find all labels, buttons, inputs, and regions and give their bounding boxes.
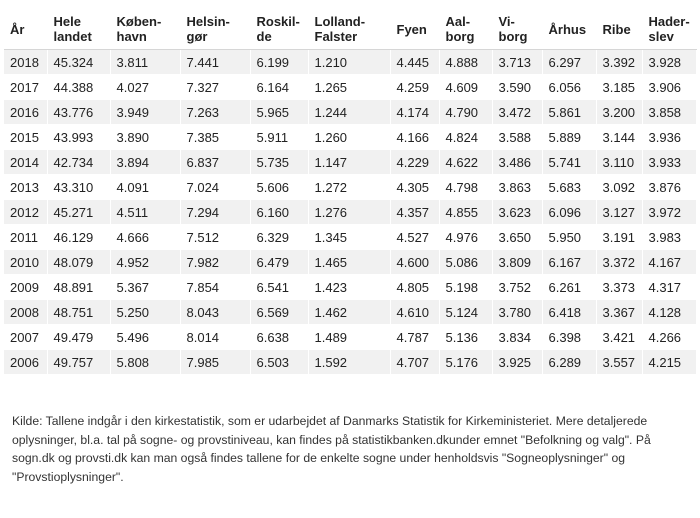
year-cell: 2008: [4, 300, 47, 325]
value-cell: 8.043: [180, 300, 250, 325]
value-cell: 3.858: [642, 100, 696, 125]
table-row: [4, 75, 696, 100]
column-header: Aal- borg: [439, 8, 492, 50]
year-cell: 2016: [4, 100, 47, 125]
value-cell: 4.266: [642, 325, 696, 350]
value-cell: 8.014: [180, 325, 250, 350]
year-cell: 2006: [4, 350, 47, 375]
value-cell: 6.503: [250, 350, 308, 375]
value-cell: 3.713: [492, 50, 542, 75]
value-cell: 3.928: [642, 50, 696, 75]
column-header: Ribe: [596, 8, 642, 50]
value-cell: 1.462: [308, 300, 390, 325]
value-cell: 5.741: [542, 150, 596, 175]
year-cell: 2009: [4, 275, 47, 300]
value-cell: 6.837: [180, 150, 250, 175]
value-cell: 6.160: [250, 200, 308, 225]
value-cell: 4.128: [642, 300, 696, 325]
year-cell: 2013: [4, 175, 47, 200]
table-row: [4, 250, 696, 275]
value-cell: 1.592: [308, 350, 390, 375]
year-cell: 2011: [4, 225, 47, 250]
column-header: Fyen: [390, 8, 439, 50]
value-cell: 5.250: [110, 300, 180, 325]
year-cell: 2012: [4, 200, 47, 225]
value-cell: 6.261: [542, 275, 596, 300]
value-cell: 6.638: [250, 325, 308, 350]
value-cell: 5.889: [542, 125, 596, 150]
value-cell: 4.855: [439, 200, 492, 225]
value-cell: 1.276: [308, 200, 390, 225]
value-cell: 5.176: [439, 350, 492, 375]
value-cell: 4.511: [110, 200, 180, 225]
value-cell: 5.950: [542, 225, 596, 250]
value-cell: 5.367: [110, 275, 180, 300]
value-cell: 4.305: [390, 175, 439, 200]
value-cell: 3.972: [642, 200, 696, 225]
value-cell: 4.215: [642, 350, 696, 375]
column-header: Hele landet: [47, 8, 110, 50]
value-cell: 3.367: [596, 300, 642, 325]
value-cell: 3.752: [492, 275, 542, 300]
value-cell: 3.834: [492, 325, 542, 350]
value-cell: 7.441: [180, 50, 250, 75]
value-cell: 4.798: [439, 175, 492, 200]
value-cell: 4.952: [110, 250, 180, 275]
value-cell: 1.489: [308, 325, 390, 350]
value-cell: 5.735: [250, 150, 308, 175]
column-header: Køben- havn: [110, 8, 180, 50]
value-cell: 6.167: [542, 250, 596, 275]
value-cell: 4.610: [390, 300, 439, 325]
value-cell: 43.776: [47, 100, 110, 125]
table-row: [4, 175, 696, 200]
value-cell: 3.894: [110, 150, 180, 175]
value-cell: 3.809: [492, 250, 542, 275]
value-cell: 7.512: [180, 225, 250, 250]
value-cell: 3.472: [492, 100, 542, 125]
value-cell: 3.936: [642, 125, 696, 150]
column-header: Århus: [542, 8, 596, 50]
value-cell: 6.199: [250, 50, 308, 75]
value-cell: 1.272: [308, 175, 390, 200]
source-note: Kilde: Tallene indgår i den kirkestatistik, som er udarbejdet af Danmarks Statistik for Kirkeministeriet. Mere detaljerede oplysninger, bl.a. tal på sogne- og provstiniveau, kan findes på statistikbanken.dkunder emnet "Befolkning og valg". På sogn.dk og provsti.dk kan man også findes tallene for de enkelte sogne under henholdsvis "Sogneoplysninger" og "Provstioplysninger".: [12, 414, 651, 484]
value-cell: 4.888: [439, 50, 492, 75]
value-cell: 4.805: [390, 275, 439, 300]
value-cell: 5.683: [542, 175, 596, 200]
value-cell: 6.297: [542, 50, 596, 75]
value-cell: 48.079: [47, 250, 110, 275]
value-cell: 4.091: [110, 175, 180, 200]
value-cell: 4.229: [390, 150, 439, 175]
value-cell: 1.265: [308, 75, 390, 100]
value-cell: 7.854: [180, 275, 250, 300]
value-cell: 3.650: [492, 225, 542, 250]
value-cell: 4.259: [390, 75, 439, 100]
value-cell: 4.445: [390, 50, 439, 75]
value-cell: 45.271: [47, 200, 110, 225]
value-cell: 5.606: [250, 175, 308, 200]
year-cell: 2014: [4, 150, 47, 175]
value-cell: 5.965: [250, 100, 308, 125]
value-cell: 49.757: [47, 350, 110, 375]
value-cell: 48.891: [47, 275, 110, 300]
year-cell: 2007: [4, 325, 47, 350]
value-cell: 6.479: [250, 250, 308, 275]
value-cell: 3.110: [596, 150, 642, 175]
value-cell: 4.622: [439, 150, 492, 175]
value-cell: 6.569: [250, 300, 308, 325]
year-cell: 2015: [4, 125, 47, 150]
value-cell: 43.993: [47, 125, 110, 150]
value-cell: 3.983: [642, 225, 696, 250]
value-cell: 7.024: [180, 175, 250, 200]
value-cell: 7.294: [180, 200, 250, 225]
statistics-table: [4, 8, 697, 375]
table-row: [4, 150, 696, 175]
table-row: [4, 225, 696, 250]
value-cell: 6.056: [542, 75, 596, 100]
value-cell: 7.982: [180, 250, 250, 275]
value-cell: 4.027: [110, 75, 180, 100]
value-cell: 6.164: [250, 75, 308, 100]
table-header-row: [4, 8, 696, 50]
value-cell: 6.329: [250, 225, 308, 250]
year-cell: 2018: [4, 50, 47, 75]
value-cell: 5.808: [110, 350, 180, 375]
value-cell: 4.609: [439, 75, 492, 100]
value-cell: 3.949: [110, 100, 180, 125]
table-body: [4, 50, 696, 375]
value-cell: 4.787: [390, 325, 439, 350]
value-cell: 3.127: [596, 200, 642, 225]
value-cell: 4.824: [439, 125, 492, 150]
value-cell: 4.666: [110, 225, 180, 250]
table-row: [4, 300, 696, 325]
value-cell: 4.976: [439, 225, 492, 250]
value-cell: 3.421: [596, 325, 642, 350]
value-cell: 5.861: [542, 100, 596, 125]
table-row: [4, 50, 696, 75]
value-cell: 5.198: [439, 275, 492, 300]
value-cell: 3.144: [596, 125, 642, 150]
value-cell: 42.734: [47, 150, 110, 175]
value-cell: 7.263: [180, 100, 250, 125]
value-cell: 3.373: [596, 275, 642, 300]
value-cell: 1.260: [308, 125, 390, 150]
value-cell: 46.129: [47, 225, 110, 250]
value-cell: 4.357: [390, 200, 439, 225]
value-cell: 7.327: [180, 75, 250, 100]
value-cell: 4.174: [390, 100, 439, 125]
value-cell: 49.479: [47, 325, 110, 350]
value-cell: 3.557: [596, 350, 642, 375]
column-header: Vi- borg: [492, 8, 542, 50]
value-cell: 44.388: [47, 75, 110, 100]
value-cell: 3.392: [596, 50, 642, 75]
value-cell: 5.124: [439, 300, 492, 325]
table-row: [4, 275, 696, 300]
value-cell: 4.527: [390, 225, 439, 250]
column-header: Hader- slev: [642, 8, 696, 50]
value-cell: 1.345: [308, 225, 390, 250]
year-cell: 2010: [4, 250, 47, 275]
column-header: År: [4, 8, 47, 50]
value-cell: 4.707: [390, 350, 439, 375]
column-header: Lolland- Falster: [308, 8, 390, 50]
year-cell: 2017: [4, 75, 47, 100]
value-cell: 1.244: [308, 100, 390, 125]
value-cell: 3.890: [110, 125, 180, 150]
column-header: Helsin- gør: [180, 8, 250, 50]
value-cell: 1.147: [308, 150, 390, 175]
value-cell: 5.086: [439, 250, 492, 275]
value-cell: 5.136: [439, 325, 492, 350]
value-cell: 3.780: [492, 300, 542, 325]
value-cell: 6.289: [542, 350, 596, 375]
value-cell: 6.398: [542, 325, 596, 350]
value-cell: 3.372: [596, 250, 642, 275]
value-cell: 7.985: [180, 350, 250, 375]
value-cell: 4.166: [390, 125, 439, 150]
value-cell: 45.324: [47, 50, 110, 75]
value-cell: 1.210: [308, 50, 390, 75]
value-cell: 4.600: [390, 250, 439, 275]
value-cell: 6.418: [542, 300, 596, 325]
value-cell: 3.486: [492, 150, 542, 175]
value-cell: 6.096: [542, 200, 596, 225]
table-row: [4, 100, 696, 125]
value-cell: 3.925: [492, 350, 542, 375]
value-cell: 3.185: [596, 75, 642, 100]
value-cell: 3.623: [492, 200, 542, 225]
value-cell: 3.191: [596, 225, 642, 250]
value-cell: 3.200: [596, 100, 642, 125]
value-cell: 48.751: [47, 300, 110, 325]
value-cell: 3.811: [110, 50, 180, 75]
value-cell: 1.423: [308, 275, 390, 300]
value-cell: 4.167: [642, 250, 696, 275]
value-cell: 3.863: [492, 175, 542, 200]
table-row: [4, 350, 696, 375]
table-wrapper: [4, 8, 696, 375]
value-cell: 3.092: [596, 175, 642, 200]
table-row: [4, 200, 696, 225]
value-cell: 3.588: [492, 125, 542, 150]
value-cell: 5.911: [250, 125, 308, 150]
value-cell: 4.790: [439, 100, 492, 125]
value-cell: 6.541: [250, 275, 308, 300]
value-cell: 3.906: [642, 75, 696, 100]
value-cell: 3.933: [642, 150, 696, 175]
value-cell: 7.385: [180, 125, 250, 150]
column-header: Roskil- de: [250, 8, 308, 50]
table-row: [4, 125, 696, 150]
value-cell: 43.310: [47, 175, 110, 200]
value-cell: 4.317: [642, 275, 696, 300]
table-row: [4, 325, 696, 350]
value-cell: 3.590: [492, 75, 542, 100]
value-cell: 3.876: [642, 175, 696, 200]
value-cell: 1.465: [308, 250, 390, 275]
value-cell: 5.496: [110, 325, 180, 350]
